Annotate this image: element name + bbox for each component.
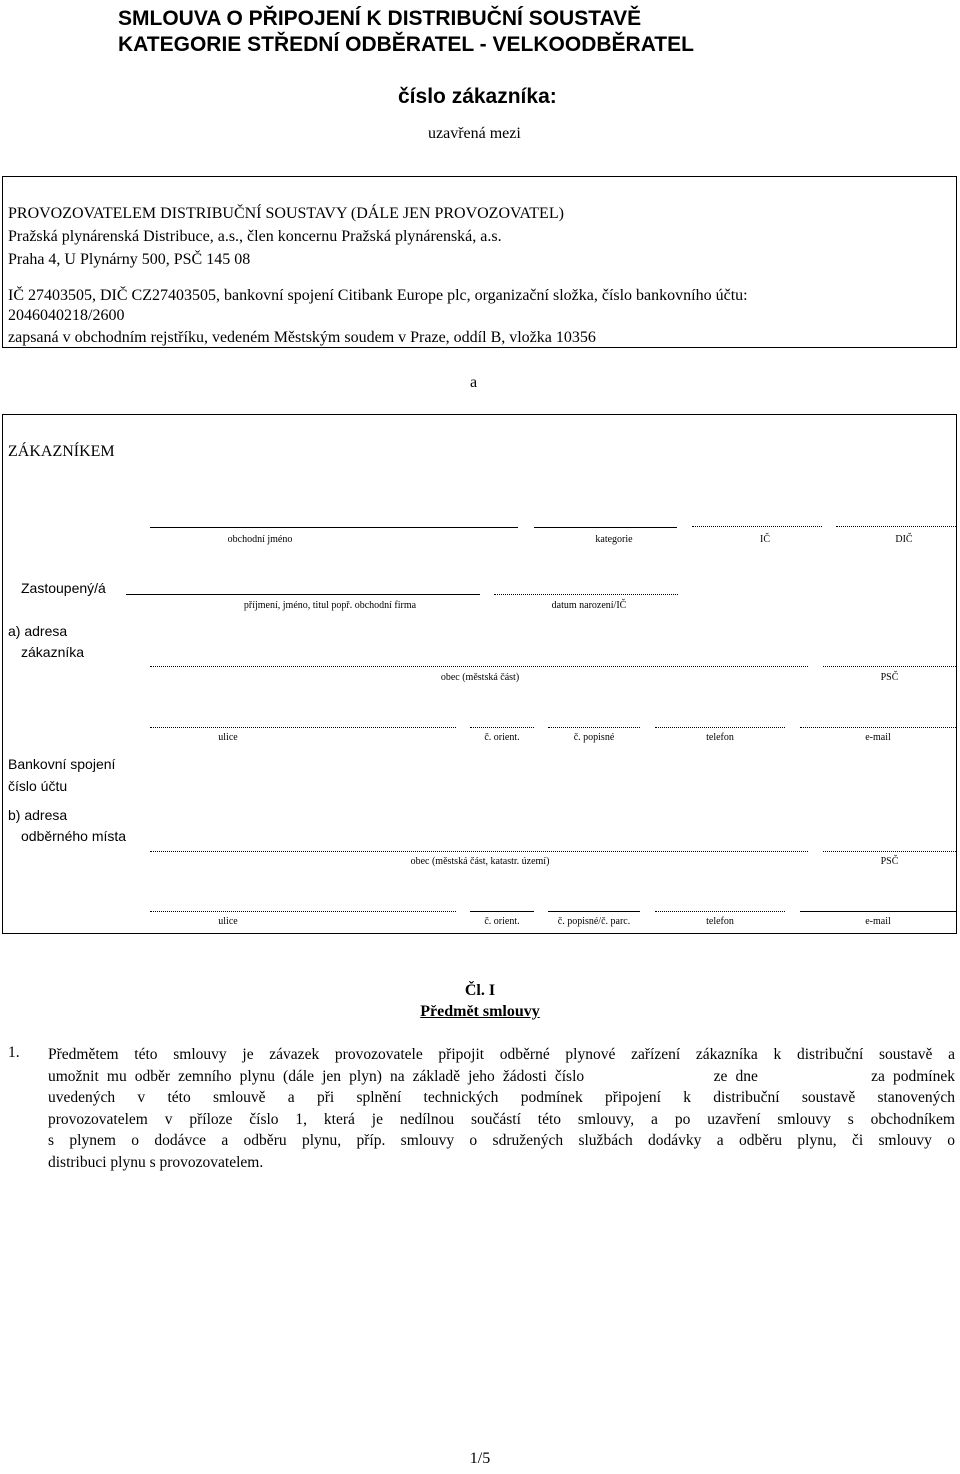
customer-popisne-field[interactable] xyxy=(548,727,640,728)
site-psc-label: PSČ xyxy=(880,856,899,867)
bank-label-line2: číslo účtu xyxy=(8,778,68,794)
item-number: 1. xyxy=(8,1044,20,1061)
dic-label: DIČ xyxy=(895,534,913,545)
conjunction: a xyxy=(470,374,478,391)
operator-ids-line1: IČ 27403505, DIČ CZ27403505, bankovní spojení Citibank Europe plc, organizační složka, číslo bankovního účtu: xyxy=(8,287,748,304)
ic-label: IČ xyxy=(760,534,770,545)
representative-field[interactable] xyxy=(126,594,480,595)
page-number: 1/5 xyxy=(469,1450,491,1467)
concluded-between: uzavřená mezi xyxy=(428,125,521,142)
customer-email-field[interactable] xyxy=(800,727,956,728)
dic-field[interactable] xyxy=(836,526,956,527)
site-popisne-label: č. popisné/č. parc. xyxy=(557,916,631,927)
represented-label: Zastoupený/á xyxy=(21,580,106,596)
paragraph-line: provozovatelem v příloze číslo 1, která je nedílnou součástí této smlouvy, a po uzavření smlouvy s obchodníkem xyxy=(48,1110,955,1128)
article-paragraph xyxy=(48,1044,955,1173)
site-psc-field[interactable] xyxy=(823,851,956,852)
site-popisne-field[interactable] xyxy=(548,911,640,912)
customer-number-label: číslo zákazníka: xyxy=(398,85,557,108)
customer-town-label: obec (městská část) xyxy=(440,672,520,683)
contract-title-line2: KATEGORIE STŘEDNÍ ODBĚRATEL - VELKOODBĚRATEL xyxy=(118,33,694,56)
site-town-field[interactable] xyxy=(150,851,808,852)
article-title-wrap xyxy=(0,1003,960,1021)
paragraph-line: uvedených v této smlouvě a při splnění technických podmínek připojení k distribuční soustavě stanovených xyxy=(48,1089,955,1106)
paragraph-line: Předmětem této smlouvy je závazek provozovatele připojit odběrné plynové zařízení zákazníka k distribuční soustavě a xyxy=(48,1046,955,1063)
contract-title-line1: SMLOUVA O PŘIPOJENÍ K DISTRIBUČNÍ SOUSTAVĚ xyxy=(118,7,642,30)
site-street-field[interactable] xyxy=(150,911,456,912)
operator-registry: zapsaná v obchodním rejstříku, vedeném Městským soudem v Praze, oddíl B, vložka 10356 xyxy=(8,329,596,346)
paragraph-line: s plynem o dodávce a odběru plynu, příp. smlouvy o sdružených službách dodávky a odběru plynu, či smlouvy o xyxy=(48,1132,955,1149)
bank-label-line1: Bankovní spojení xyxy=(8,756,116,772)
operator-address: Praha 4, U Plynárny 500, PSČ 145 08 xyxy=(8,251,251,268)
customer-popisne-label: č. popisné xyxy=(573,732,615,743)
paragraph-line: distribuci plynu s provozovatelem. xyxy=(48,1153,264,1171)
customer-orient-label: č. orient. xyxy=(484,732,520,743)
customer-street-field[interactable] xyxy=(150,727,456,728)
category-field[interactable] xyxy=(534,527,677,528)
site-phone-label: telefon xyxy=(706,916,734,927)
business-name-field[interactable] xyxy=(150,527,518,528)
site-orient-label: č. orient. xyxy=(484,916,520,927)
article-number: Čl. I xyxy=(464,982,496,999)
customer-heading: ZÁKAZNÍKEM xyxy=(8,443,115,460)
category-label: kategorie xyxy=(595,534,633,545)
birth-date-field[interactable] xyxy=(494,594,678,595)
address-b-label-line1: b) adresa xyxy=(8,807,68,823)
address-a-label-line2: zákazníka xyxy=(21,644,85,660)
site-town-label: obec (městská část, katastr. území) xyxy=(410,856,550,867)
customer-psc-label: PSČ xyxy=(880,672,899,683)
customer-email-label: e-mail xyxy=(865,732,891,743)
operator-heading: PROVOZOVATELEM DISTRIBUČNÍ SOUSTAVY (DÁLE JEN PROVOZOVATEL) xyxy=(8,205,564,222)
operator-ids-line2: 2046040218/2600 xyxy=(8,307,125,324)
site-phone-field[interactable] xyxy=(655,911,785,912)
customer-town-field[interactable] xyxy=(150,666,808,667)
customer-orient-field[interactable] xyxy=(470,727,534,728)
customer-street-label: ulice xyxy=(218,732,238,743)
site-orient-field[interactable] xyxy=(470,911,534,912)
customer-phone-label: telefon xyxy=(706,732,734,743)
business-name-label: obchodní jméno xyxy=(227,534,293,545)
customer-phone-field[interactable] xyxy=(655,727,785,728)
address-a-label-line1: a) adresa xyxy=(8,623,68,639)
paragraph-line: umožnit mu odběr zemního plynu (dále jen plyn) na základě jeho žádosti číslo ze dne za podmínek xyxy=(48,1067,955,1085)
site-email-label: e-mail xyxy=(865,916,891,927)
article-title: Předmět smlouvy xyxy=(420,1003,540,1020)
birth-date-label: datum narození/IČ xyxy=(551,600,627,611)
site-email-field[interactable] xyxy=(800,911,956,912)
site-street-label: ulice xyxy=(218,916,238,927)
ic-field[interactable] xyxy=(692,526,822,527)
operator-name: Pražská plynárenská Distribuce, a.s., člen koncernu Pražská plynárenská, a.s. xyxy=(8,228,502,245)
representative-label: příjmení, jméno, titul popř. obchodní firma xyxy=(243,600,417,611)
customer-psc-field[interactable] xyxy=(823,666,956,667)
address-b-label-line2: odběrného místa xyxy=(21,828,127,844)
